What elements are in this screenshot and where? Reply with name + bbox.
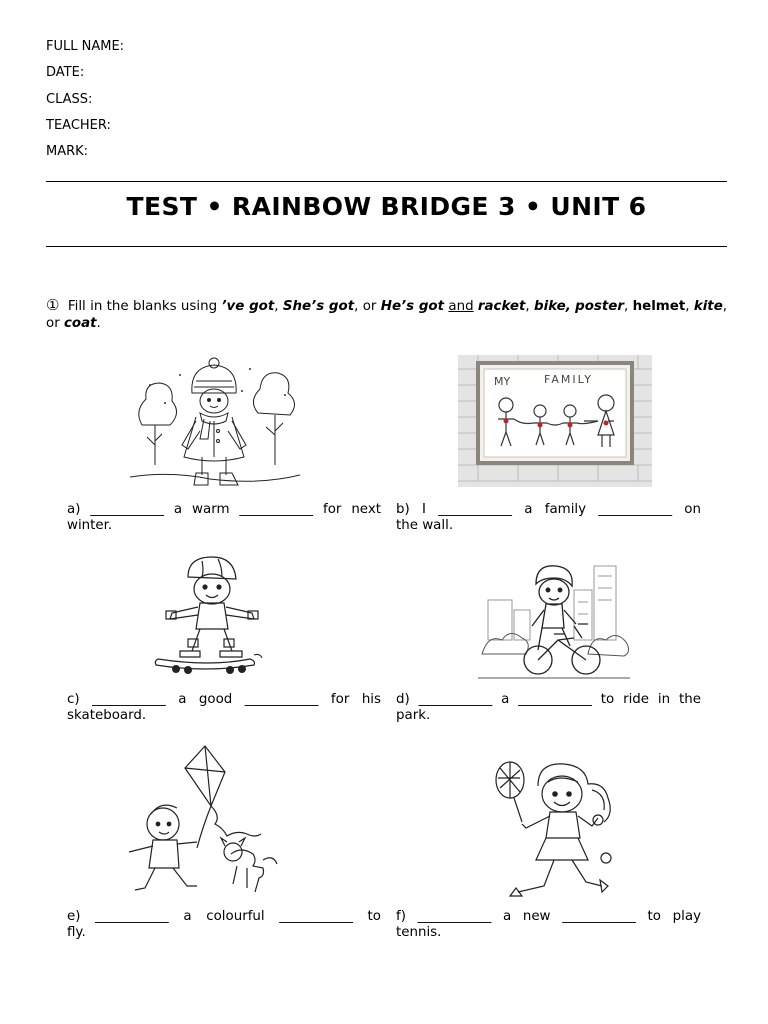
- instruction-and: and: [448, 299, 474, 314]
- instruction-or: or: [362, 299, 377, 314]
- girl-winter-coat-illustration: [130, 355, 300, 495]
- boy-flying-kite-illustration: [115, 742, 285, 900]
- sentence-f-line2: tennis.: [396, 924, 442, 940]
- sentence-c: [67, 692, 381, 723]
- sentence-f-line1: f) ___________ a new ___________ to play: [396, 909, 701, 924]
- word-racket: racket: [477, 299, 526, 314]
- sentence-d-line1: d) ___________ a ___________ to ride in the: [396, 692, 701, 707]
- page-title: TEST • RAINBOW BRIDGE 3 • UNIT 6: [126, 192, 647, 221]
- sentence-e-line1: e) ___________ a colourful ___________ to: [67, 909, 381, 924]
- word-kite: kite: [693, 299, 723, 314]
- sentence-c-line1: c) ___________ a good ___________ for his: [67, 692, 381, 707]
- word-helmet: helmet: [632, 299, 686, 314]
- full-name-label: FULL NAME:: [46, 39, 125, 54]
- family-poster-illustration: [458, 355, 652, 487]
- sentence-e: [67, 909, 381, 940]
- sentence-c-line2: skateboard.: [67, 707, 147, 723]
- date-label: DATE:: [46, 65, 85, 81]
- option-ve-got: ’ve got: [221, 299, 275, 314]
- sentence-b-line2: the wall.: [396, 517, 454, 533]
- boy-riding-bike-illustration: [478, 560, 630, 684]
- girl-tennis-racket-illustration: [488, 760, 622, 904]
- teacher-label: TEACHER:: [46, 117, 111, 133]
- sentence-a-line2: winter.: [67, 517, 113, 533]
- instruction-lead: Fill in the blanks using: [67, 299, 218, 314]
- sentence-f: [396, 909, 701, 940]
- exercise-instruction: ① Fill in the blanks using ’ve got, She’s got, or He’s got and racket, bike, poster, helmet, kite, or coat.: [46, 296, 728, 331]
- sentence-d: [396, 692, 701, 723]
- sentence-b: [396, 502, 701, 533]
- sentence-a: [67, 502, 381, 533]
- sentence-e-line2: fly.: [67, 924, 86, 940]
- instruction-or-2: or: [46, 316, 60, 331]
- boy-skateboard-helmet-illustration: [150, 555, 270, 680]
- word-poster: poster: [575, 299, 624, 314]
- mark-label: MARK:: [46, 144, 89, 160]
- poster-my-text: MY: [494, 375, 511, 388]
- option-shes-got: She’s got: [282, 299, 355, 314]
- divider-top: [46, 181, 727, 182]
- option-hes-got: He’s got: [380, 299, 445, 314]
- sentence-d-line2: park.: [396, 707, 431, 723]
- sentence-b-line1: b) I ___________ a family ___________ on: [396, 502, 701, 517]
- class-label: CLASS:: [46, 91, 93, 107]
- exercise-number: ①: [46, 296, 60, 314]
- word-bike: bike,: [534, 299, 571, 314]
- student-info-header: [46, 34, 124, 165]
- word-coat: coat: [63, 316, 97, 331]
- divider-bottom: [46, 246, 727, 247]
- poster-family-text: FAMILY: [544, 373, 593, 386]
- sentence-a-line1: a) ___________ a warm ___________ for next: [67, 502, 381, 517]
